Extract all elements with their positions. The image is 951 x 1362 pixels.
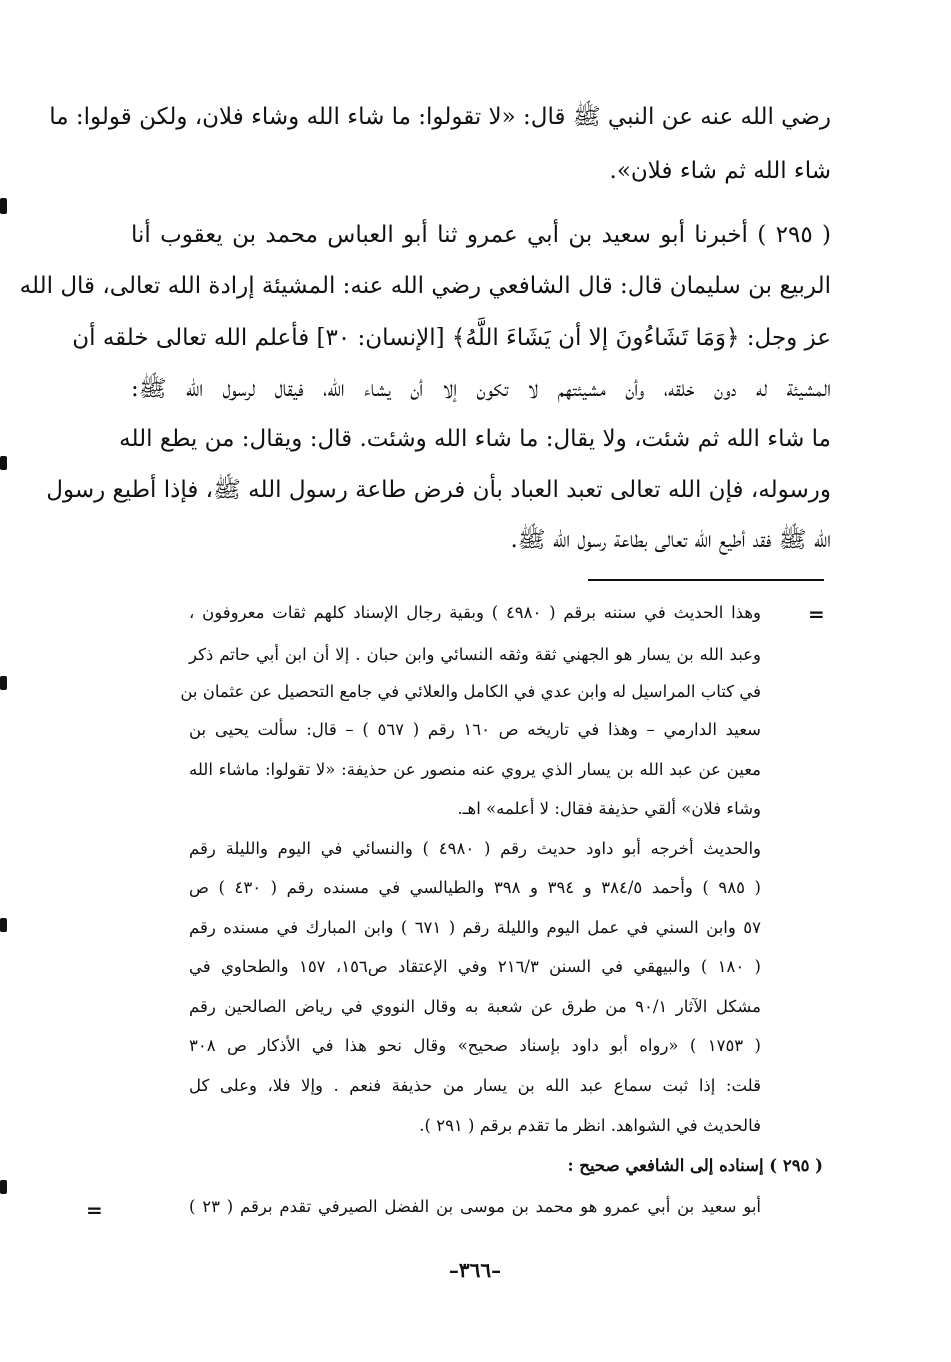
footnote-line: ( ١٧٥٣ ) «رواه أبو داود بإسناد صحيح» وقال نحو هذا في الأذكار ص ٣٠٨ bbox=[189, 1036, 761, 1055]
footnote-line: ( ٩٨٥ ) وأحمد ٣٨٤/٥ و ٣٩٤ و ٣٩٨ والطيالسي في مسنده رقم ( ٤٣٠ ) ص bbox=[189, 878, 761, 897]
footnote-line: معين عن عبد الله بن يسار الذي يروي عنه منصور عن حذيفة: «لا تقولوا: ماشاء الله bbox=[189, 760, 761, 779]
footnote-line: مشكل الآثار ٩٠/١ من طرق عن شعبة به وقال النووي في رياض الصالحين رقم bbox=[189, 997, 761, 1016]
main-text-line: ما شاء الله ثم شئت، ولا يقال: ما شاء الله وشئت. قال: ويقال: من يطع الله bbox=[119, 426, 831, 452]
main-text-line: ورسوله، فإن الله تعالى تعبد العباد بأن فرض طاعة رسول الله ﷺ، فإذا أطيع رسول bbox=[46, 477, 831, 503]
scan-margin-mark bbox=[0, 198, 7, 214]
scan-margin-mark bbox=[0, 918, 7, 932]
scan-margin-mark bbox=[0, 1180, 7, 1194]
footnote-separator bbox=[588, 579, 824, 581]
footnote-line: فالحديث في الشواهد. انظر ما تقدم برقم ( ٢٩١ ). bbox=[419, 1116, 761, 1135]
main-text-line: المشيئة له دون خلقه، وأن مشيئتهم لا تكون إلا أن يشاء الله، فيقال لرسول الله ﷺ: bbox=[131, 376, 831, 402]
footnote-line: قلت: إذا ثبت سماع عبد الله بن يسار من حذيفة فنعم . وإلا فلا، وعلى كل bbox=[189, 1076, 761, 1095]
main-text-line: شاء الله ثم شاء فلان». bbox=[609, 158, 831, 184]
continuation-mark: = bbox=[808, 602, 825, 626]
quran-verse-line: عز وجل: ﴿وَمَا تَشَاءُونَ إلا أن يَشَاءَ اللَّهُ﴾ [الإنسان: ٣٠] فأعلم الله تعالى خلقه أن bbox=[72, 325, 831, 351]
main-text-line: الربيع بن سليمان قال: قال الشافعي رضي الله عنه: المشيئة إرادة الله تعالى، قال الله bbox=[19, 273, 831, 299]
note-295-line: أبو سعيد بن أبي عمرو هو محمد بن موسى بن الفضل الصيرفي تقدم برقم ( ٢٣ ) bbox=[189, 1197, 761, 1216]
scan-margin-mark bbox=[0, 676, 7, 690]
footnote-line: وهذا الحديث في سننه برقم ( ٤٩٨٠ ) وبقية رجال الإسناد كلهم ثقات معروفون ، bbox=[189, 603, 761, 622]
main-text-line: الله ﷺ فقد أطيع الله تعالى بطاعة رسول الله ﷺ. bbox=[510, 527, 831, 553]
footnote-line: والحديث أخرجه أبو داود حديث رقم ( ٤٩٨٠ ) والنسائي في اليوم والليلة رقم bbox=[189, 839, 761, 858]
continuation-mark: = bbox=[86, 1198, 103, 1222]
hadith-295-line: ( ٢٩٥ ) أخبرنا أبو سعيد بن أبي عمرو ثنا أبو العباس محمد بن يعقوب أنا bbox=[131, 222, 831, 248]
footnote-line: وعبد الله بن يسار هو الجهني ثقة وثقه النسائي وابن حبان . إلا أن ابن أبي حاتم ذكر bbox=[189, 645, 761, 664]
scan-margin-mark bbox=[0, 456, 7, 470]
note-295-heading: ( ٢٩٥ ) إسناده إلى الشافعي صحيح : bbox=[567, 1156, 823, 1175]
footnote-line: في كتاب المراسيل له وابن عدي في الكامل والعلائي في جامع التحصيل عن عثمان بن bbox=[180, 682, 761, 701]
main-text-line: رضي الله عنه عن النبي ﷺ قال: «لا تقولوا: ما شاء الله وشاء فلان، ولكن قولوا: ما bbox=[49, 104, 831, 130]
page-number: –٣٦٦– bbox=[448, 1258, 502, 1282]
footnote-line: وشاء فلان» ألقي حذيفة فقال: لا أعلمه» اهـ. bbox=[457, 799, 761, 818]
footnote-line: ٥٧ وابن السني في عمل اليوم والليلة رقم ( ٦٧١ ) وابن المبارك في مسنده رقم bbox=[189, 918, 761, 937]
footnote-line: ( ١٨٠ ) والبيهقي في السنن ٢١٦/٣ وفي الإعتقاد ص١٥٦، ١٥٧ والطحاوي في bbox=[189, 957, 761, 976]
footnote-line: سعيد الدارمي – وهذا في تاريخه ص ١٦٠ رقم ( ٥٦٧ ) – قال: سألت يحيى بن bbox=[189, 720, 762, 739]
